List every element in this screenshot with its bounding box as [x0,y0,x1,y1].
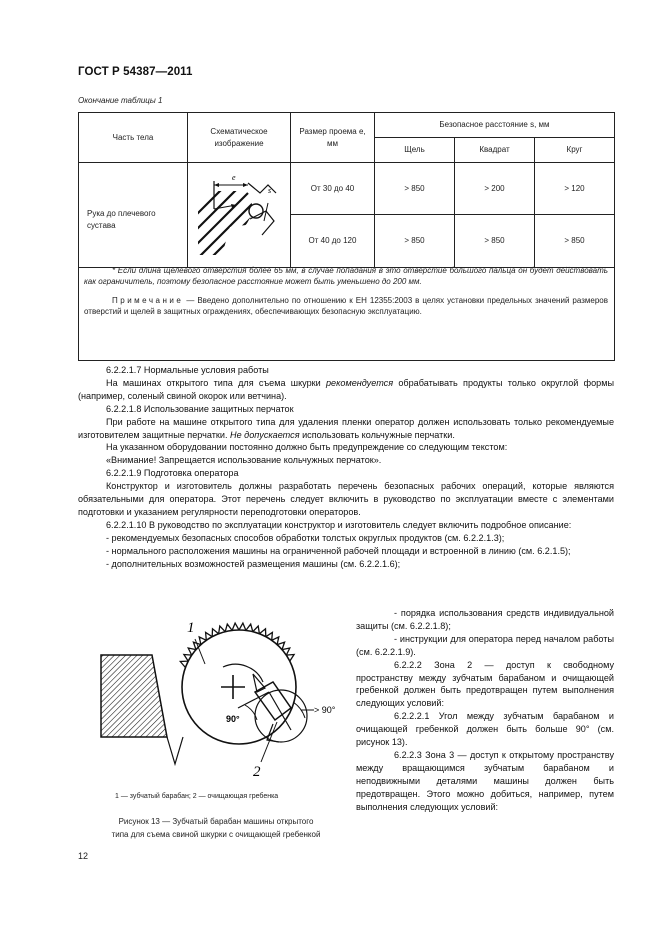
figure-legend: 1 — зубчатый барабан; 2 — очищающая гребенка [115,793,279,800]
safety-distance-table [78,112,615,361]
figure-angle-90: 90° [226,714,240,724]
header-opening-l2: мм [327,138,338,148]
note-label: Примечание [112,296,184,305]
arm-opening-diagram [188,163,291,263]
bullet-4: - порядка использования средств индивидуальной защиты (см. 6.2.2.1.8); [356,608,614,631]
cell-circle-1: > 120 [535,163,615,215]
figure-label-2: 2 [253,764,261,780]
cell-slot-1: > 850 [375,163,455,215]
diagram-label-e: е [232,173,236,182]
cell-slot-2: > 850 [375,215,455,267]
cell-circle-2: > 850 [535,215,615,267]
cell-square-1: > 200 [455,163,535,215]
header-slot: Щель [375,138,455,163]
s2-c: использовать кольчужные перчатки. [299,429,455,440]
bullet-5: - инструкции для оператора перед началом работы (см. 6.2.2.1.9). [356,633,614,657]
s1-title: 6.2.2.1.7 Нормальные условия работы [106,365,269,375]
gap-marker-left [167,737,183,764]
footnote-asterisk: * Если длина щелевого отверстия более 65 мм, в случае попадания в это отверстие большого пальца он будет действовать как ограничитель, поэтому безопасное расстояние может быть уменьшено до 200 мм. [84,266,608,286]
cell-opening-2: От 40 до 120 [291,215,375,267]
s1-b: рекомендуется [326,377,394,388]
header-square: Квадрат [455,138,535,163]
row-body-part-l1: Рука до плечевого [87,209,156,219]
leader-2 [261,722,277,762]
bullet-2: - нормального расположения машины на ограниченной рабочей площади и встроенной в линию (см. 6.2.1.5); [106,545,571,556]
s2-a: При работе на машине открытого типа для удаления пленки оператор должен использовать только рекомендуемые изготовителем защитные перчатки. [78,416,614,440]
standard-header: ГОСТ Р 54387—2011 [78,66,193,78]
zone3-para: 6.2.2.3 Зона 3 — доступ к открытому пространству между вращающимся зубчатым барабаном и неподвижными деталями машины должен быть предотвращен. Этого можно добиться, например, путем выполнения следующих условий: [356,749,614,812]
fixed-machine-part [101,655,167,737]
main-text [78,364,614,571]
right-column-text [356,607,614,814]
zone2-angle-para: 6.2.2.2.1 Угол между зубчатым барабаном и очищающей гребенкой должен быть больше 90° (см. рисунок 13). [356,711,614,748]
figure-angle-gt90: > 90° [314,705,336,715]
figure-caption-l2: типа для съема свиной шкурки с очищающей гребенкой [111,830,321,839]
figure-caption-l1: Рисунок 13 — Зубчатый барабан машины открытого [118,817,314,826]
note-text: — Введено дополнительно по отношению к ЕН 12355:2003 в целях установки предельных значений размеров отверстий и щелей в защитных ограждениях, обеспечивающих безопасную эксплуатацию. [84,296,608,316]
bullet-3: - дополнительных возможностей размещения машины (см. 6.2.2.1.6); [106,558,401,569]
s2-warning-text: «Внимание! Запрещается использование кольчужных перчаток». [106,455,382,466]
page-number: 12 [78,851,89,861]
header-schematic-l2: изображение [214,138,264,148]
figure-label-1: 1 [187,620,195,636]
s3-para: Конструктор и изготовитель должны разработать перечень безопасных рабочих операций, которые являются обязательными для оператора. Этот перечень следует включить в руководство по эксплуатации вместе с элементами подготовки и указанием регулярности переподготовки операторов. [78,481,614,517]
s1-para [78,377,614,403]
row-body-part [79,163,188,268]
table-notes [84,265,608,317]
header-opening-l1: Размер проема е, [299,126,366,136]
schematic-cell [188,163,291,268]
bullet-1: - рекомендуемых безопасных способов обработки толстых округлых продуктов (см. 6.2.2.1.3); [106,532,505,543]
s3-title: 6.2.2.1.9 Подготовка оператора [106,468,239,479]
s2-warning-intro: На указанном оборудовании постоянно должно быть предупреждение со следующим текстом: [106,442,508,453]
s1-c: обрабатывать продукты только округлой формы (например, соленый свиной окорок или ветчина). [78,377,614,401]
cell-opening-1: От 30 до 40 [291,163,375,215]
figure-caption [80,815,352,841]
s4-para: 6.2.2.1.10 В руководство по эксплуатации конструктор и изготовитель следует включить подробное описание: [106,519,572,530]
figure-13-drawing [95,612,350,787]
table-note [84,295,608,317]
header-safe-distance: Безопасное расстояние s, мм [375,113,615,138]
s2-title: 6.2.2.1.8 Использование защитных перчаток [106,403,294,414]
s2-b: Не допускается [230,429,300,440]
table-caption: Окончание таблицы 1 [78,96,163,105]
header-schematic [188,113,291,163]
row-body-part-l2: сустава [87,220,116,230]
header-opening [291,113,375,163]
s1-a: На машинах открытого типа для съема шкурки [106,377,326,388]
header-circle: Круг [535,138,615,163]
header-body-part: Часть тела [79,113,188,163]
zone2-para: 6.2.2.2 Зона 2 — доступ к свободному пространству между зубчатым барабаном и очищающей гребенкой должен быть предотвращен путем выполнения следующих условий: [356,659,614,709]
header-schematic-l1: Схематическое [210,126,268,136]
diagram-label-s: s [268,186,272,195]
cell-square-2: > 850 [455,215,535,267]
s2-para [78,416,614,442]
